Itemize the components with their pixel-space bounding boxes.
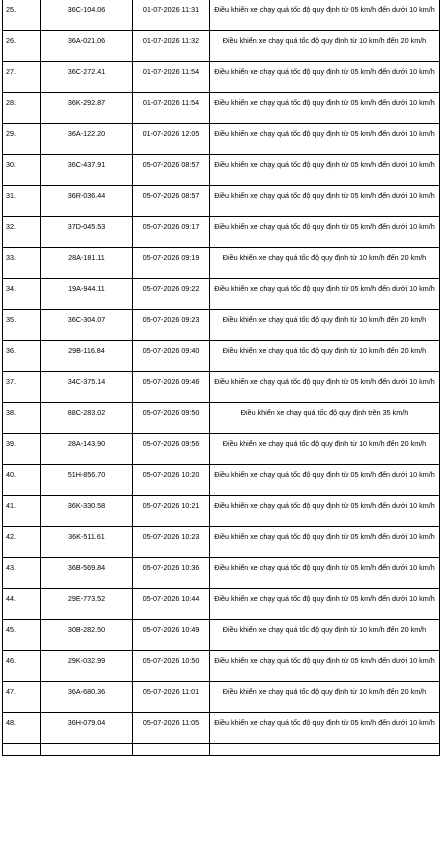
violation-time: 05-07-2026 10:23	[133, 527, 210, 558]
license-plate: 36R-036.44	[41, 186, 133, 217]
violation-description: Điều khiển xe chạy quá tốc độ quy định từ 05 km/h đến dưới 10 km/h	[210, 62, 440, 93]
violation-time: 05-07-2026 09:46	[133, 372, 210, 403]
license-plate: 19A-944.11	[41, 279, 133, 310]
violation-description: Điều khiển xe chạy quá tốc độ quy định từ 05 km/h đến dưới 10 km/h	[210, 527, 440, 558]
license-plate: 36C-104.06	[41, 0, 133, 31]
violation-time: 05-07-2026 09:50	[133, 403, 210, 434]
violation-time: 05-07-2026 09:56	[133, 434, 210, 465]
row-number: 44.	[3, 589, 41, 620]
table-row	[3, 682, 440, 713]
license-plate: 36A-680.36	[41, 682, 133, 713]
license-plate: 36A-122.20	[41, 124, 133, 155]
violation-time: 01-07-2026 11:32	[133, 31, 210, 62]
table-row	[3, 248, 440, 279]
violation-description: Điều khiển xe chạy quá tốc độ quy định từ 10 km/h đến 20 km/h	[210, 620, 440, 651]
violation-description: Điều khiển xe chạy quá tốc độ quy định từ 05 km/h đến dưới 10 km/h	[210, 651, 440, 682]
violation-time: 01-07-2026 11:54	[133, 93, 210, 124]
violation-time: 05-07-2026 11:01	[133, 682, 210, 713]
row-number: 27.	[3, 62, 41, 93]
violation-description: Điều khiển xe chạy quá tốc độ quy định từ 05 km/h đến dưới 10 km/h	[210, 496, 440, 527]
violation-time: 05-07-2026 10:20	[133, 465, 210, 496]
violation-time: 01-07-2026 12:05	[133, 124, 210, 155]
violations-table-body	[3, 0, 440, 756]
row-number: 40.	[3, 465, 41, 496]
violation-time: 05-07-2026 10:50	[133, 651, 210, 682]
violation-description: Điều khiển xe chạy quá tốc độ quy định từ 05 km/h đến dưới 10 km/h	[210, 713, 440, 744]
license-plate: 36C-437.91	[41, 155, 133, 186]
row-number: 31.	[3, 186, 41, 217]
row-number: 37.	[3, 372, 41, 403]
license-plate: 88C-283.02	[41, 403, 133, 434]
violations-table	[2, 0, 440, 756]
license-plate: 34C-375.14	[41, 372, 133, 403]
table-cell-empty	[210, 744, 440, 756]
table-row	[3, 589, 440, 620]
violation-description: Điều khiển xe chạy quá tốc độ quy định từ 05 km/h đến dưới 10 km/h	[210, 186, 440, 217]
license-plate: 36A-021.06	[41, 31, 133, 62]
license-plate: 36C-272.41	[41, 62, 133, 93]
license-plate: 36H-079.04	[41, 713, 133, 744]
violation-description: Điều khiển xe chạy quá tốc độ quy định từ 05 km/h đến dưới 10 km/h	[210, 558, 440, 589]
violation-time: 01-07-2026 11:54	[133, 62, 210, 93]
row-number: 43.	[3, 558, 41, 589]
table-row	[3, 651, 440, 682]
violation-description: Điều khiển xe chạy quá tốc độ quy định từ 10 km/h đến 20 km/h	[210, 341, 440, 372]
table-row	[3, 372, 440, 403]
row-number: 46.	[3, 651, 41, 682]
license-plate: 36C-304.07	[41, 310, 133, 341]
license-plate: 36K-330.58	[41, 496, 133, 527]
table-row-partial	[3, 744, 440, 756]
violation-time: 05-07-2026 09:40	[133, 341, 210, 372]
row-number: 41.	[3, 496, 41, 527]
table-row	[3, 186, 440, 217]
table-row	[3, 93, 440, 124]
row-number: 35.	[3, 310, 41, 341]
row-number: 32.	[3, 217, 41, 248]
table-row	[3, 31, 440, 62]
violation-description: Điều khiển xe chạy quá tốc độ quy định từ 10 km/h đến 20 km/h	[210, 310, 440, 341]
table-row	[3, 341, 440, 372]
violation-description: Điều khiển xe chạy quá tốc độ quy định từ 10 km/h đến 20 km/h	[210, 31, 440, 62]
violation-description: Điều khiển xe chạy quá tốc độ quy định trên 35 km/h	[210, 403, 440, 434]
violation-time: 05-07-2026 10:49	[133, 620, 210, 651]
row-number: 33.	[3, 248, 41, 279]
license-plate: 51H-856.70	[41, 465, 133, 496]
row-number: 30.	[3, 155, 41, 186]
table-row	[3, 465, 440, 496]
violation-description: Điều khiển xe chạy quá tốc độ quy định từ 10 km/h đến 20 km/h	[210, 682, 440, 713]
violation-description: Điều khiển xe chạy quá tốc độ quy định từ 05 km/h đến dưới 10 km/h	[210, 589, 440, 620]
table-row	[3, 403, 440, 434]
violation-time: 05-07-2026 08:57	[133, 155, 210, 186]
table-row	[3, 527, 440, 558]
table-row	[3, 0, 440, 31]
license-plate: 30B-282.50	[41, 620, 133, 651]
row-number: 47.	[3, 682, 41, 713]
table-row	[3, 620, 440, 651]
table-cell-empty	[133, 744, 210, 756]
table-cell-empty	[41, 744, 133, 756]
violation-time: 05-07-2026 08:57	[133, 186, 210, 217]
violation-description: Điều khiển xe chạy quá tốc độ quy định từ 10 km/h đến 20 km/h	[210, 434, 440, 465]
row-number: 39.	[3, 434, 41, 465]
table-row	[3, 496, 440, 527]
row-number: 36.	[3, 341, 41, 372]
row-number: 28.	[3, 93, 41, 124]
row-number: 26.	[3, 31, 41, 62]
violation-description: Điều khiển xe chạy quá tốc độ quy định từ 05 km/h đến dưới 10 km/h	[210, 217, 440, 248]
table-row	[3, 558, 440, 589]
table-row	[3, 279, 440, 310]
row-number: 25.	[3, 0, 41, 31]
row-number: 38.	[3, 403, 41, 434]
violation-time: 01-07-2026 11:31	[133, 0, 210, 31]
license-plate: 29B-116.84	[41, 341, 133, 372]
violation-description: Điều khiển xe chạy quá tốc độ quy định từ 10 km/h đến 20 km/h	[210, 248, 440, 279]
license-plate: 29E-773.52	[41, 589, 133, 620]
table-row	[3, 124, 440, 155]
violation-time: 05-07-2026 10:44	[133, 589, 210, 620]
license-plate: 36K-292.87	[41, 93, 133, 124]
table-cell-empty	[3, 744, 41, 756]
row-number: 45.	[3, 620, 41, 651]
violation-description: Điều khiển xe chạy quá tốc độ quy định từ 05 km/h đến dưới 10 km/h	[210, 155, 440, 186]
violation-time: 05-07-2026 09:17	[133, 217, 210, 248]
violation-description: Điều khiển xe chạy quá tốc độ quy định từ 05 km/h đến dưới 10 km/h	[210, 465, 440, 496]
license-plate: 28A-143.90	[41, 434, 133, 465]
license-plate: 28A-181.11	[41, 248, 133, 279]
violation-time: 05-07-2026 11:05	[133, 713, 210, 744]
violation-time: 05-07-2026 09:22	[133, 279, 210, 310]
violation-time: 05-07-2026 09:19	[133, 248, 210, 279]
row-number: 48.	[3, 713, 41, 744]
violation-time: 05-07-2026 10:21	[133, 496, 210, 527]
row-number: 29.	[3, 124, 41, 155]
table-row	[3, 217, 440, 248]
license-plate: 36K-511.61	[41, 527, 133, 558]
violation-description: Điều khiển xe chạy quá tốc độ quy định từ 05 km/h đến dưới 10 km/h	[210, 279, 440, 310]
violation-description: Điều khiển xe chạy quá tốc độ quy định từ 05 km/h đến dưới 10 km/h	[210, 0, 440, 31]
violation-description: Điều khiển xe chạy quá tốc độ quy định từ 05 km/h đến dưới 10 km/h	[210, 372, 440, 403]
license-plate: 36B-569.84	[41, 558, 133, 589]
table-row	[3, 434, 440, 465]
violation-time: 05-07-2026 09:23	[133, 310, 210, 341]
license-plate: 29K-032.99	[41, 651, 133, 682]
row-number: 34.	[3, 279, 41, 310]
violation-description: Điều khiển xe chạy quá tốc độ quy định từ 05 km/h đến dưới 10 km/h	[210, 124, 440, 155]
table-row	[3, 62, 440, 93]
row-number: 42.	[3, 527, 41, 558]
table-row	[3, 155, 440, 186]
table-row	[3, 713, 440, 744]
violation-description: Điều khiển xe chạy quá tốc độ quy định từ 05 km/h đến dưới 10 km/h	[210, 93, 440, 124]
table-row	[3, 310, 440, 341]
license-plate: 37D-045.53	[41, 217, 133, 248]
violation-time: 05-07-2026 10:36	[133, 558, 210, 589]
